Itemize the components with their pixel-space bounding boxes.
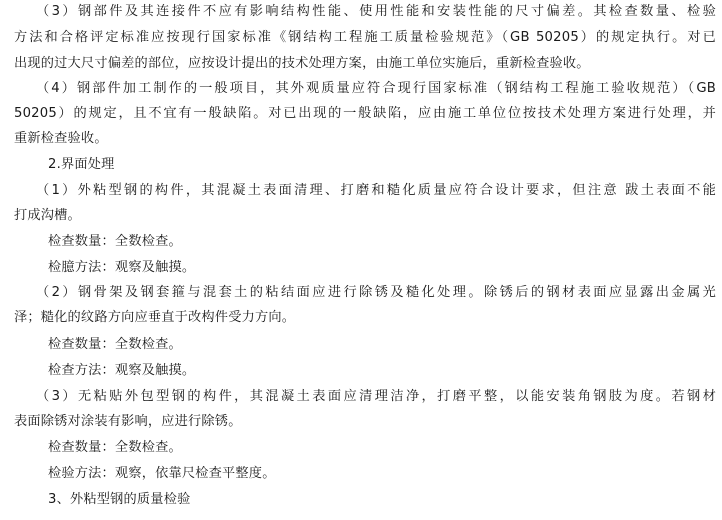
paragraph-line: 方法和合格评定标准应按现行国家标准《钢结构工程施工质量检验规范》（GB 50205）的规定执行。对已: [14, 30, 716, 45]
inspection-method: 检臆方法：观察及触摸。: [48, 260, 196, 275]
section-heading: 3、外粘型钢的质量检验: [48, 492, 191, 507]
inspection-quantity: 检查数量：全数检查。: [48, 234, 182, 249]
paragraph-line: （3）无粘贴外包型钢的构件，其混凝土表面应清理洁净，打磨平整，以能安装角钢肢为度。若钢材: [36, 389, 716, 404]
paragraph-line: 泽；糙化的纹路方向应垂直于改构件受力方向。: [14, 310, 296, 325]
paragraph-line: 出现的过大尺寸偏差的部位，应按设计提出的技术处理方案，由施工单位实施后，重新检查验收。: [14, 56, 590, 71]
section-heading: 2.界面处理: [48, 157, 115, 172]
inspection-method: 检查方法：观察及触摸。: [48, 363, 196, 378]
inspection-quantity: 检查数量：全数检查。: [48, 337, 182, 352]
paragraph-line: （3）钢部件及其连接件不应有影响结构性能、使用性能和安装性能的尺寸偏差。其检查数量、检验: [36, 4, 716, 19]
paragraph-line: 打成沟槽。: [14, 208, 81, 223]
paragraph-line: 表面除锈对涂装有影响，应进行除锈。: [14, 414, 242, 429]
inspection-quantity: 检查数量：全数检查。: [48, 440, 182, 455]
paragraph-line: （1）外粘型钢的构件，其混凝土表面清理、打磨和糙化质量应符合设计要求，但注意 跋土表面不能: [36, 183, 716, 198]
paragraph-line: （4）钢部件加工制作的一般项目，其外观质量应符合现行国家标准（钢结构工程施工验收规范）（GB: [36, 81, 716, 96]
paragraph-line: 50205）的规定，且不宜有一般缺陷。对已出现的一般缺陷，应由施工单位位按技术处理方案进行处理，并: [14, 106, 716, 121]
inspection-method: 检验方法：观察，依靠尺检查平整度。: [48, 466, 276, 481]
paragraph-line: 重新检查验收。: [14, 131, 108, 146]
paragraph-line: （2）钢骨架及钢套箍与混套土的粘结面应进行除锈及糙化处理。除锈后的钢材表面应显露出金属光: [36, 285, 716, 300]
